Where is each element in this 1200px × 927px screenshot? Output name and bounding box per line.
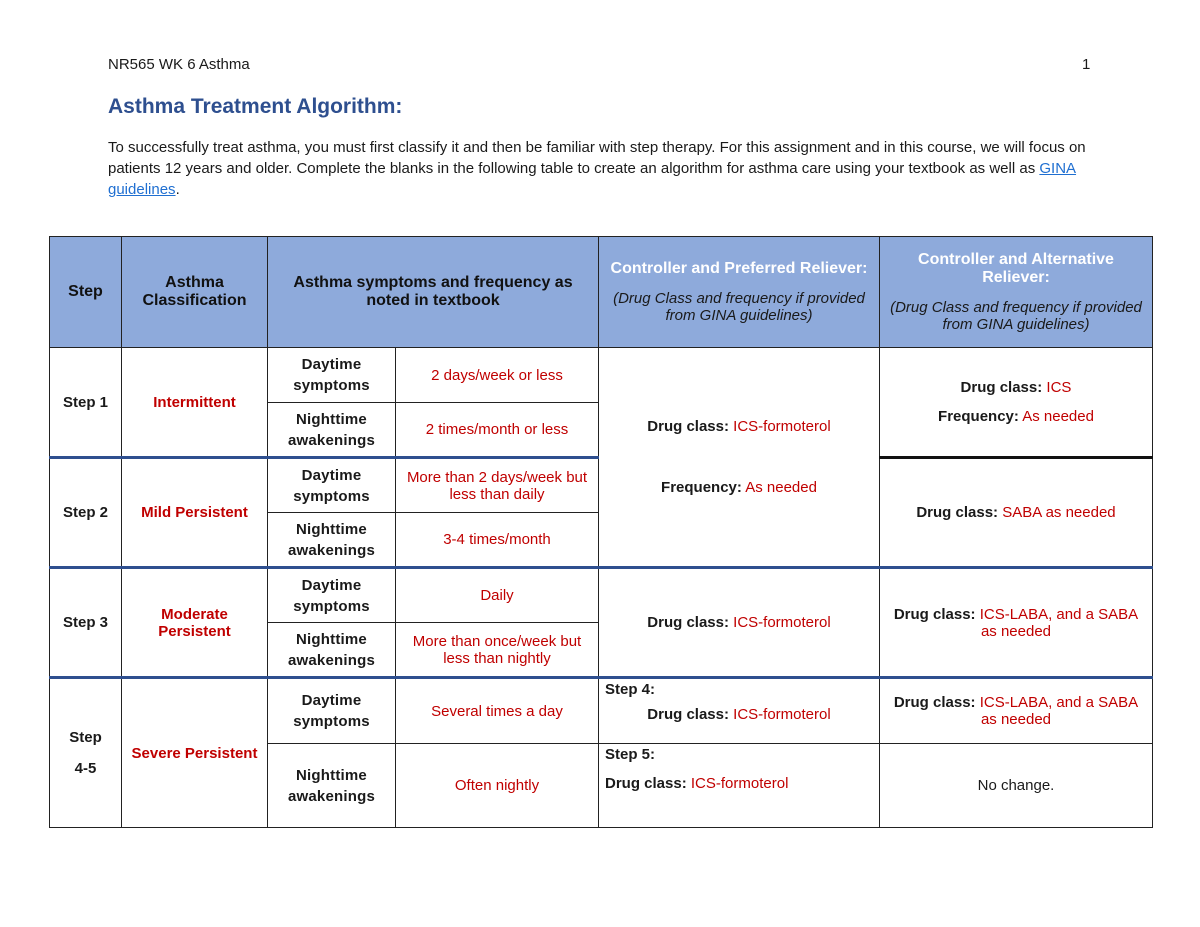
step2-alt-drug-label: Drug class: (916, 504, 999, 521)
table-row-step3-day (50, 568, 1153, 623)
step2-nighttime-value: 3-4 times/month (396, 513, 599, 568)
step45-label (50, 678, 122, 828)
table-row-step45-day (50, 678, 1153, 744)
step1-nighttime-label: Nighttime awakenings (268, 403, 396, 458)
step5-alternative-cell: No change. (880, 744, 1153, 828)
step3-label: Step 3 (50, 568, 122, 678)
header-step: Step (50, 237, 122, 348)
step45-nighttime-value: Often nightly (396, 744, 599, 828)
step45-daytime-value: Several times a day (396, 678, 599, 744)
step2-label: Step 2 (50, 458, 122, 568)
step12-preferred-cell (599, 348, 880, 568)
step45-classification: Severe Persistent (122, 678, 268, 828)
step1-daytime-label: Daytime symptoms (268, 348, 396, 403)
step12-frequency-value: As needed (745, 479, 817, 496)
gina-guidelines-link[interactable]: GINA guidelines (108, 160, 1077, 198)
step2-alt-drug-value: SABA as needed (1002, 504, 1116, 521)
step5-drug-class-label: Drug class: (605, 775, 687, 792)
step2-daytime-value: More than 2 days/week but less than daily (396, 458, 599, 513)
step45-nighttime-label: Nighttime awakenings (268, 744, 396, 828)
step4-alt-drug-label: Drug class: (893, 694, 976, 711)
header-alternative-title: Controller and Alternative Reliever: (918, 251, 1114, 286)
step3-drug-class-label: Drug class: (647, 614, 729, 631)
step4-alternative-cell (880, 678, 1153, 744)
step5-label: Step 5: (605, 746, 656, 763)
table-row-step1-day (50, 348, 1153, 403)
header-alternative (880, 237, 1153, 348)
step5-drug-class-value: ICS-formoterol (690, 775, 789, 792)
running-header: NR565 WK 6 Asthma (108, 56, 250, 73)
step3-preferred-cell (599, 568, 880, 678)
step1-alt-freq-value: As needed (1022, 408, 1094, 425)
step2-nighttime-label: Nighttime awakenings (268, 513, 396, 568)
step1-nighttime-value: 2 times/month or less (396, 403, 599, 458)
step4-drug-class-label: Drug class: (647, 706, 729, 723)
step12-drug-class-value: ICS-formoterol (733, 418, 831, 435)
step3-classification: Moderate Persistent (122, 568, 268, 678)
step1-daytime-value: 2 days/week or less (396, 348, 599, 403)
step4-drug-class-value: ICS-formoterol (733, 706, 831, 723)
step3-daytime-label: Daytime symptoms (268, 568, 396, 623)
step1-alt-drug-value: ICS (1046, 379, 1072, 396)
header-preferred (599, 237, 880, 348)
step1-alt-drug-label: Drug class: (960, 379, 1043, 396)
intro-text: To successfully treat asthma, you must first classify it and then be familiar with step therapy. For this assignment and in this course, we will focus on patients 12 years and older. Complete the blanks in the following table to create an algorithm for asthma care using your textbook as well as (108, 139, 1086, 177)
step3-alternative-cell (880, 568, 1153, 678)
header-symptoms: Asthma symptoms and frequency as noted in textbook (268, 237, 599, 348)
step1-label: Step 1 (50, 348, 122, 458)
step12-drug-class-label: Drug class: (647, 418, 729, 435)
step45-label-a: Step (69, 729, 102, 746)
step1-alt-freq-label: Frequency: (938, 408, 1019, 425)
step3-nighttime-label: Nighttime awakenings (268, 623, 396, 678)
step2-daytime-label: Daytime symptoms (268, 458, 396, 513)
header-classification: Asthma Classification (122, 237, 268, 348)
step1-classification: Intermittent (122, 348, 268, 458)
header-preferred-note: (Drug Class and frequency if provided from GINA guidelines) (613, 290, 865, 324)
step45-label-b: 4-5 (74, 760, 97, 777)
table-header-row (50, 237, 1153, 348)
page-number: 1 (1082, 56, 1091, 73)
step3-alt-drug-value: ICS-LABA, and a SABA as needed (979, 605, 1139, 640)
step2-classification: Mild Persistent (122, 458, 268, 568)
step3-nighttime-value: More than once/week but less than nightly (396, 623, 599, 678)
step2-alternative-cell (880, 458, 1153, 568)
step12-frequency-label: Frequency: (661, 479, 742, 496)
step4-preferred-cell (599, 678, 880, 744)
step45-daytime-label: Daytime symptoms (268, 678, 396, 744)
step3-daytime-value: Daily (396, 568, 599, 623)
intro-paragraph (108, 137, 1098, 200)
page-title: Asthma Treatment Algorithm: (108, 95, 403, 118)
header-preferred-title: Controller and Preferred Reliever: (610, 260, 868, 277)
step4-alt-drug-value: ICS-LABA, and a SABA as needed (979, 694, 1139, 728)
step5-preferred-cell (599, 744, 880, 828)
header-alternative-note: (Drug Class and frequency if provided from GINA guidelines) (890, 299, 1142, 333)
step3-drug-class-value: ICS-formoterol (733, 614, 831, 631)
asthma-algorithm-table (49, 236, 1153, 828)
step4-label: Step 4: (605, 681, 656, 698)
step3-alt-drug-label: Drug class: (893, 605, 976, 623)
intro-text-end: . (175, 181, 180, 198)
step1-alternative-cell (880, 348, 1153, 458)
